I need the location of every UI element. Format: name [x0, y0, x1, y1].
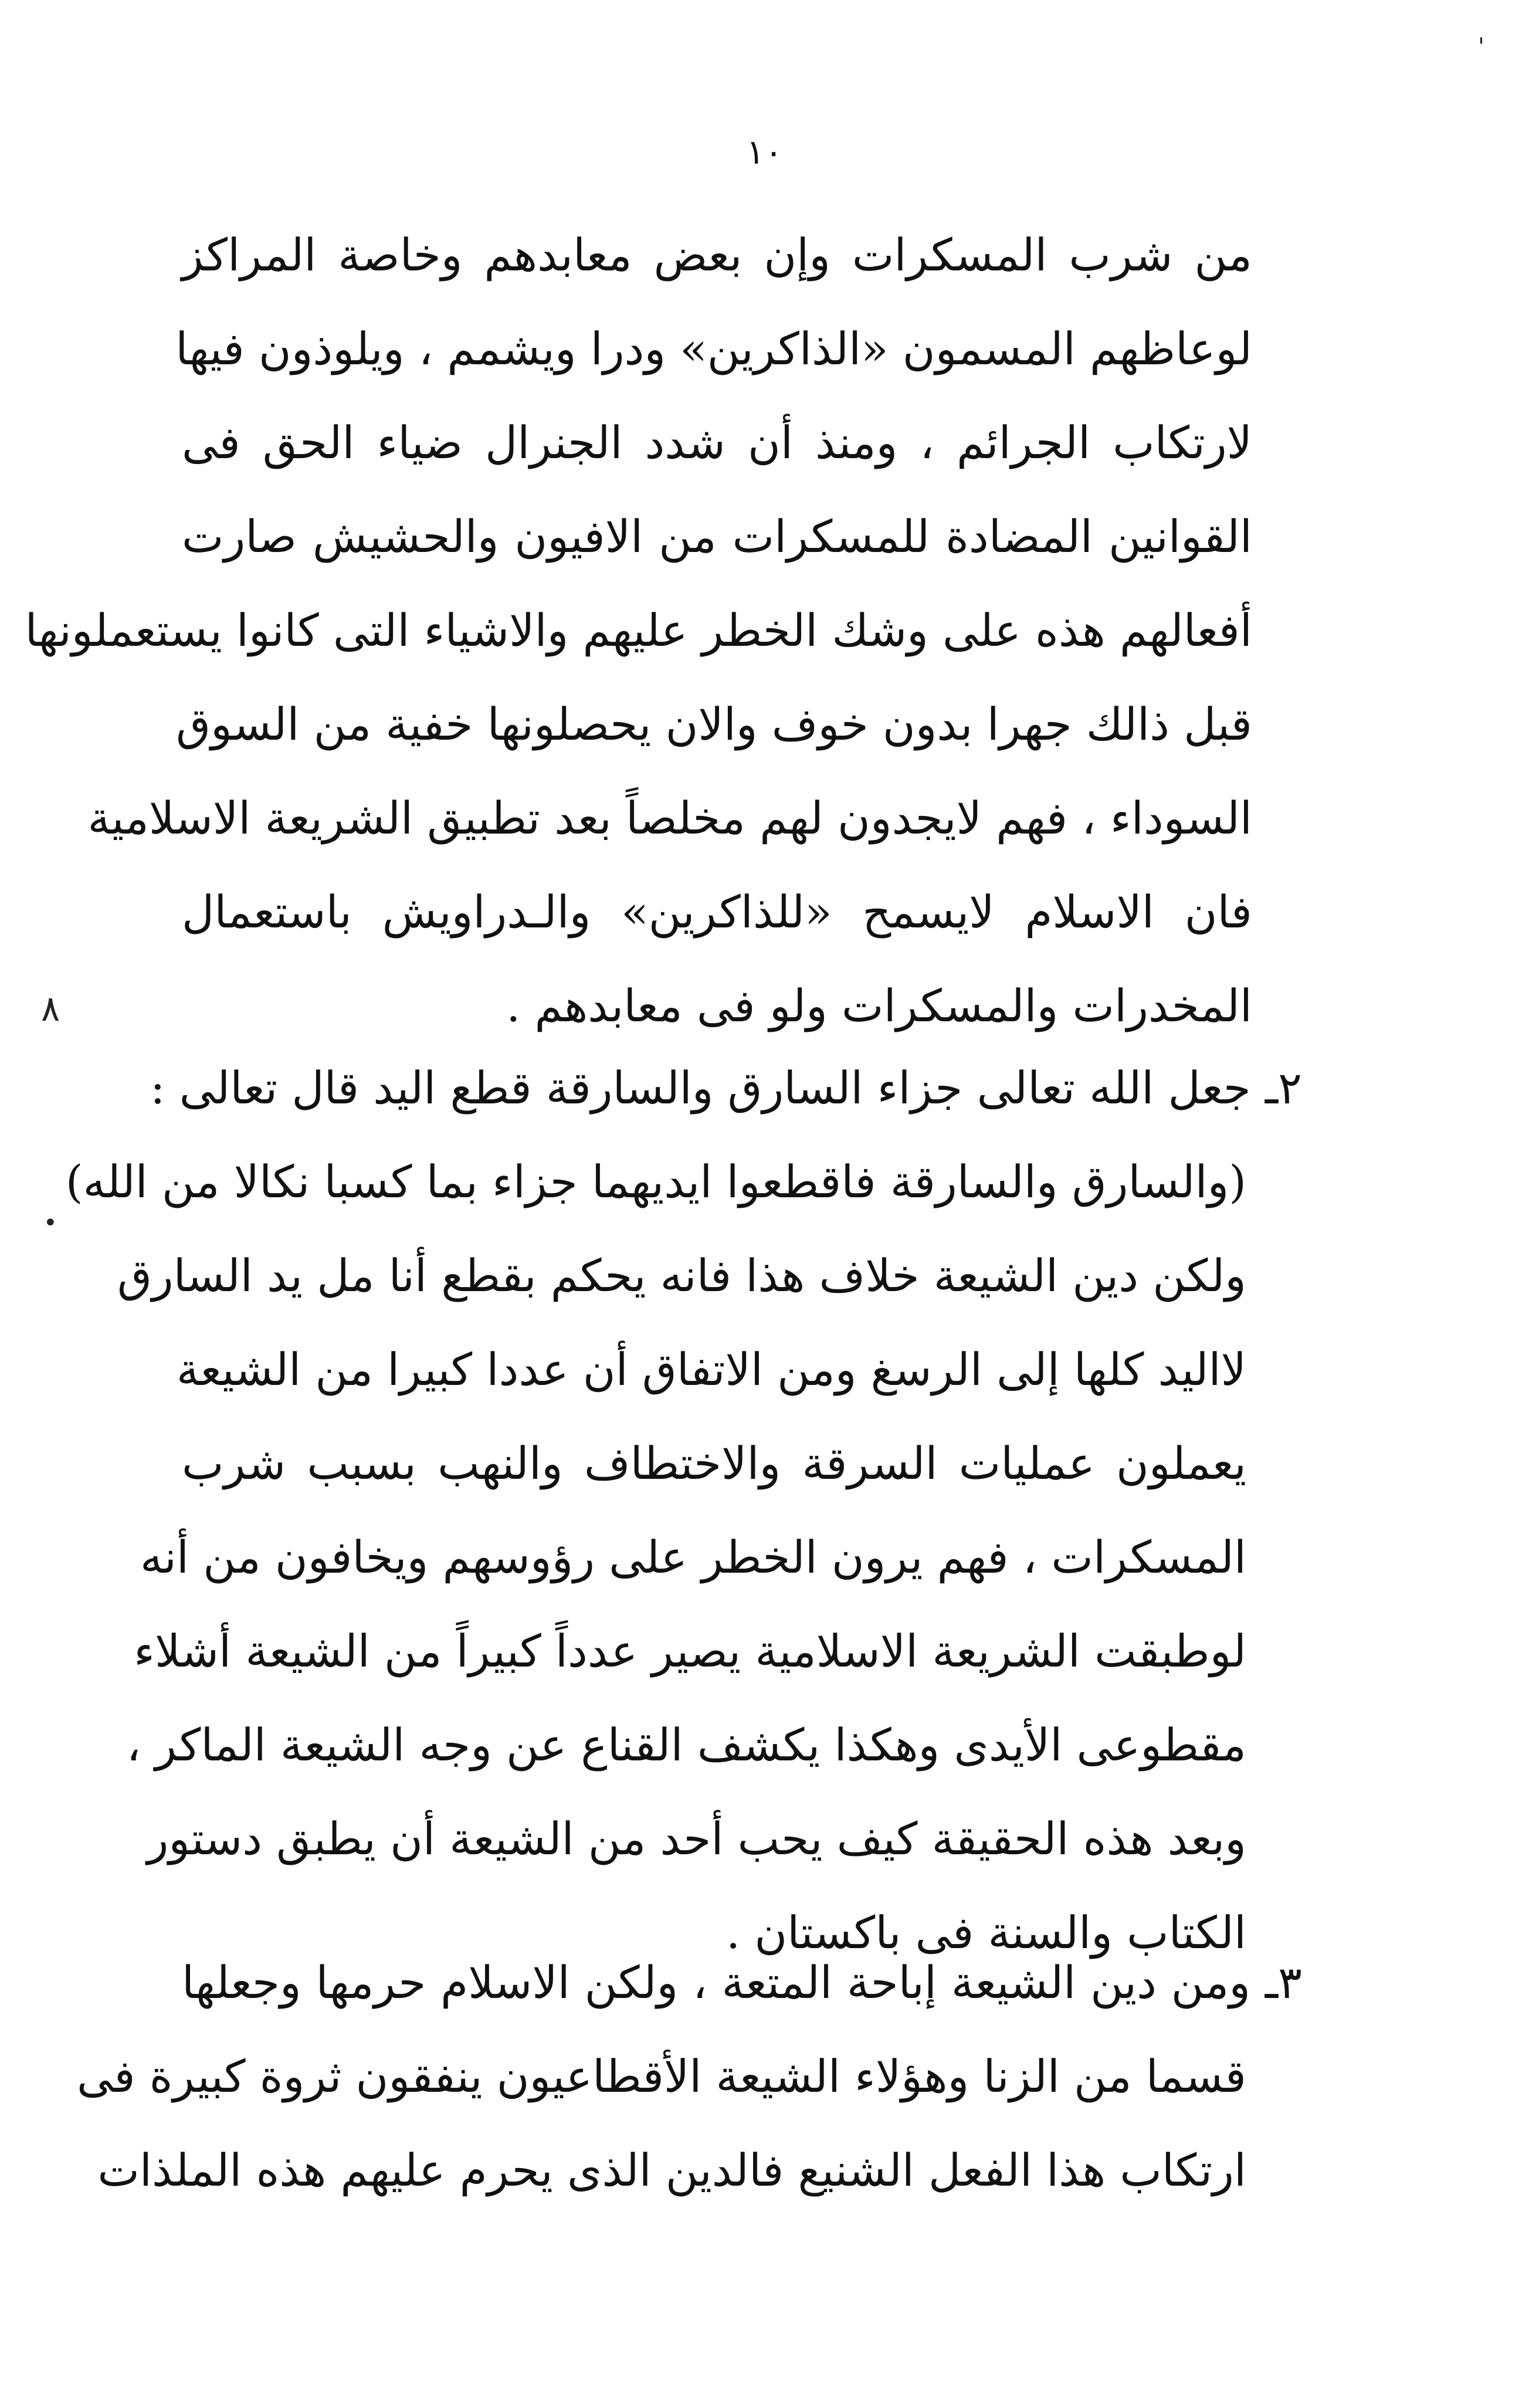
text-line: المسكرات ، فهم يرون الخطر على رؤوسهم ويخافون من أنه [140, 1531, 1246, 1583]
text-line: أفعالهم هذه على وشك الخطر عليهم والاشياء التى كانوا يستعملونها [25, 604, 1252, 656]
text-line: فان الاسلام لايسمح «للذاكرين» والـدراويش باستعمال [182, 886, 1252, 938]
paragraph-1 [25, 208, 1252, 1053]
margin-mark: ٨ [41, 988, 60, 1029]
text-line: لااليد كلها إلى الرسغ ومن الاتفاق أن عددا كبيرا من الشيعة [176, 1343, 1246, 1396]
page-number: ١٠ [746, 132, 783, 172]
margin-tick: ' [1478, 33, 1484, 60]
text-line: قسما من الزنا وهؤلاء الشيعة الأقطاعيون ينفقون ثروة كبيرة فى [76, 2050, 1246, 2102]
text-line: وبعد هذه الحقيقة كيف يحب أحد من الشيعة أن يطبق دستور [147, 1813, 1246, 1865]
text-line: من شرب المسكرات وإن بعض معابدهم وخاصة المراكز [182, 229, 1252, 281]
paragraph-2 [65, 1041, 1302, 1980]
text-line: الكتاب والسنة فى باكستان . [726, 1906, 1246, 1959]
text-line: ولكن دين الشيعة خلاف هذا فانه يحكم بقطع أنا مل يد السارق [117, 1249, 1246, 1302]
text-line: يعملون عمليات السرقة والاختطاف والنهب بسبب شرب [182, 1437, 1246, 1489]
text-line: لارتكاب الجرائم ، ومنذ أن شدد الجنرال ضياء الحق فى [182, 416, 1252, 469]
text-line: ٢ـ جعل الله تعالى جزاء السارق والسارقة قطع اليد قال تعالى : [150, 1062, 1302, 1114]
margin-dot: • [43, 1210, 57, 1237]
text-line: القوانين المضادة للمسكرات من الافيون والحشيش صارت [182, 510, 1252, 563]
text-line: لوعاظهم المسمون «الذاكرين» ودرا ويشمم ، ويلوذون فيها [175, 323, 1252, 375]
text-line: ٣ـ ومن دين الشيعة إباحة المتعة ، ولكن الاسلام حرمها وجعلها [182, 1956, 1302, 2009]
text-line: لوطبقت الشريعة الاسلامية يصير عدداً كبيراً من الشيعة أشلاء [134, 1625, 1246, 1677]
paragraph-3 [76, 1936, 1302, 2217]
text-line: السوداء ، فهم لايجدون لهم مخلصاً بعد تطبيق الشريعة الاسلامية [87, 792, 1252, 844]
text-line: المخدرات والمسكرات ولو فى معابدهم . [506, 980, 1252, 1032]
text-line: مقطوعى الأيدى وهكذا يكشف القناع عن وجه الشيعة الماكر ، [126, 1719, 1246, 1771]
text-line: ارتكاب هذا الفعل الشنيع فالدين الذى يحرم عليهم هذه الملذات [97, 2144, 1246, 2196]
text-line: (والسارق والسارقة فاقطعوا ايديهما جزاء بما كسبا نكالا من الله) [65, 1156, 1246, 1208]
text-line: قبل ذالك جهرا بدون خوف والان يحصلونها خفية من السوق [176, 698, 1252, 750]
